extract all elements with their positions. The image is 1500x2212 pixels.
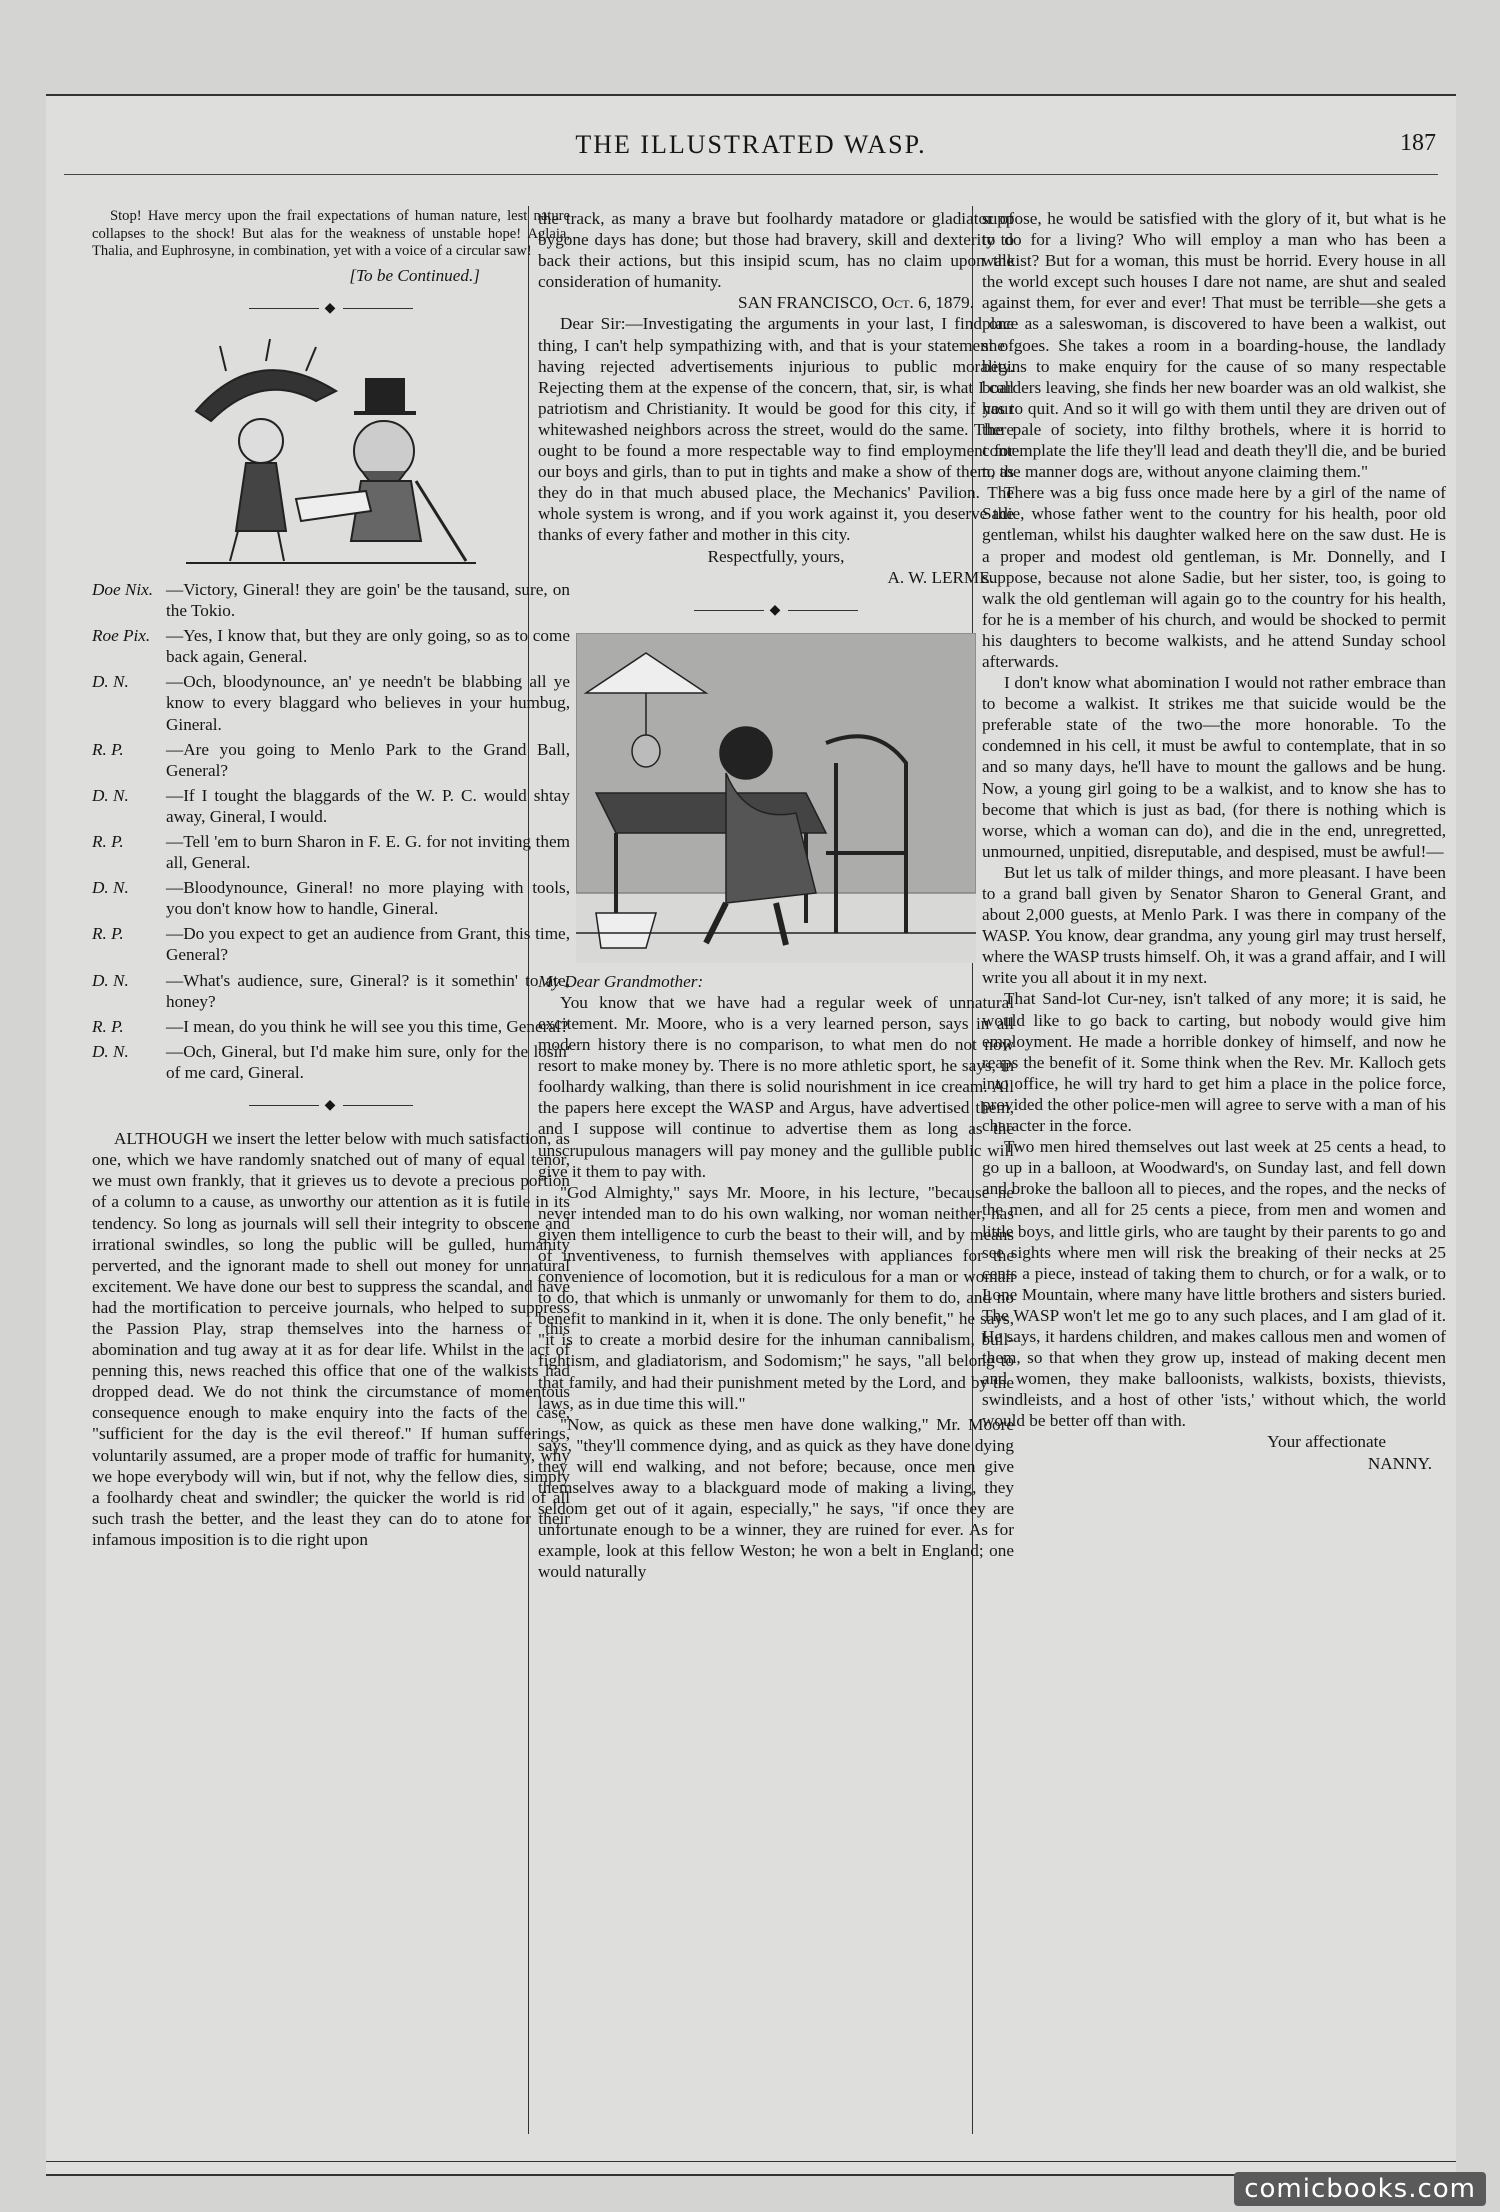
dialogue-line — [92, 739, 570, 781]
page-header — [46, 126, 1456, 170]
speaker: Roe Pix. — [92, 626, 151, 646]
girl-at-desk-illustration — [576, 633, 976, 963]
line-text: —If I tought the blaggards of the W. P. C. would shtay away, Gineral, I would. — [166, 785, 570, 826]
continued-note: [To be Continued.] — [349, 265, 480, 285]
speaker: D. N. — [92, 672, 129, 692]
ornament-divider: ◆ — [538, 600, 1014, 621]
line-text: —What's audience, sure, Gineral? is it somethin' to ate, honey? — [166, 970, 570, 1011]
caricature-illustration — [166, 331, 496, 571]
line-text: —Do you expect to get an audience from Grant, this time, General? — [166, 924, 570, 965]
dialogue-line — [92, 1016, 570, 1037]
speaker: D. N. — [92, 785, 129, 805]
letter-paragraph: That Sand-lot Cur-ney, isn't talked of any more; it is said, he would like to go back to carting, but nobody would give him employment. He made a horrible donkey of himself, and now he reaps the benefit of it. Some think when the Rev. Mr. Kalloch gets into office, he will try hard to get him a place in the police force, provided the other police-men will agree to serve with a man of his character in the force. — [982, 989, 1446, 1136]
dialogue-line — [92, 831, 570, 873]
dialogue-line — [92, 970, 570, 1012]
speaker: D. N. — [92, 970, 129, 990]
speaker: Doe Nix. — [92, 579, 154, 599]
speaker: R. P. — [92, 739, 124, 759]
letter-signature: A. W. LERME. — [887, 567, 994, 587]
letter-closing: Respectfully, yours, — [707, 546, 845, 566]
header-rule — [64, 174, 1438, 175]
letter-paragraph: I don't know what abomination I would not rather embrace than to become a walkist. It strikes me that suicide would be the preferable state of the two—the more honorable. To the condemned in his cell, it must be awful to contemplate, that in so and so many days, he'll have to mount the gallows and be hung. Now, a young girl going to be a walkist, and to know she has to become that which is just as bad, (for there is nothing which is worse, which a woman can do), and die in the end, unregretted, unmourned, unpitied, disreputable, and despised, must be awful!— — [982, 673, 1446, 861]
dialogue-line — [92, 923, 570, 965]
letter-paragraph: But let us talk of milder things, and more pleasant. I have been to a grand ball given by Senator Sharon to General Grant, and about 2,000 guests, at Menlo Park. I was there in company of the WASP. You know, dear grandma, any young girl may trust herself, where the WASP trusts himself. Oh, it was a grand affair, and I will write you all about it in my next. — [982, 862, 1446, 988]
speaker: D. N. — [92, 1041, 129, 1061]
column-1 — [92, 208, 570, 1550]
letter-salutation: My Dear Grandmother: — [538, 971, 704, 991]
dialogue-line — [92, 785, 570, 827]
column-3 — [982, 208, 1446, 1474]
letter-paragraph: There was a big fuss once made here by a girl of the name of Sadie, whose father went to the country for his health, poor old gentleman, whilst his daughter walked here on the saw dust. He is a proper and modest old gentleman, is Mr. Donnelly, and I suppose, because not alone Sadie, but her sister, too, is going to walk the old gentleman will again go to the country for his health, for he is a member of his church, and would be shocked to permit his daughters to become walkists, and he attend Sunday school afterwards. — [982, 483, 1446, 671]
grandmother-letter-paragraph: "God Almighty," says Mr. Moore, in his lecture, "because he never intended man to do his own walking, nor woman neither, has given them intelligence to curb the beast to their will, and by means of inventiveness, to furnish themselves with appliances for the convenience of locomotion, but it is rediculous for a man or woman to do, that which is unmanly or unwomanly for them to do, and no benefit to mankind in it, when it is done. The only benefit," he says, "it is to create a morbid desire for the inhuman cannibalism, bull-fightism, and gladiatorism, and Sodomism;" he says, "all belong to that family, and had their punishment meted by the Lord, and by the laws, as in due time this will." — [538, 1182, 1014, 1413]
intro-paragraph: Stop! Have mercy upon the frail expectations of human nature, lest nature collapses to the shock! But alas for the weakness of unstable hope! Aglaia, Thalia, and Euphrosyne, in combination, yet with a voice of a circular saw! — [92, 208, 570, 260]
grandmother-letter-paragraph: "Now, as quick as these men have done walking," Mr. Moore says, "they'll commence dying, and as quick as they have done dying they will end walking, and not before; because, once men give themselves away to a blackguard mode of making a living, they seldom get out of it again, especially," he says, "if once they are unfortunate enough to be a winner, they are ruined for ever. As for example, look at this fellow Weston; he won a belt in England; one would naturally — [538, 1414, 1014, 1582]
grandmother-letter-paragraph: You know that we have had a regular week of unnatural excitement. Mr. Moore, who is a very learned person, says in all modern history there is no comparison, to what men do not now resort to make money by. There is no more athletic sport, he says, in foolhardy walking, than there is solid nourishment in ice cream. All the papers here except the WASP and Argus, have advertised them, and I suppose will continue to advertise them as long as the unscrupulous managers will pay money and the gullible public will give it them to pay with. — [538, 992, 1014, 1181]
letter-paragraph: Two men hired themselves out last week at 25 cents a head, to go up in a balloon, at Woodward's, on Sunday last, and fell down and broke the balloon all to pieces, and the ropes, and the necks of the men, and all for 25 cents a piece, from men and women and little boys, and little girls, who are taught by their parents to go and see sights where men will risk the breaking of their necks at 25 cents a piece, instead of taking them to church, or for a walk, or to Lone Mountain, where many have little brothers and sisters buried. The WASP won't let me go to any such places, and I am glad of it. He says, it hardens children, and makes callous men and women of them, so that when they grow up, instead of making decent men and women, they make balloonists, walkists, boxists, thievists, swindleists, and a host of other 'ists,' without which, the world would be better off than with. — [982, 1137, 1446, 1431]
letter-closing: Your affectionate — [1267, 1432, 1386, 1452]
dialogue-line — [92, 671, 570, 734]
footer-rule — [46, 2161, 1456, 2162]
letter-signature: NANNY. — [1367, 1453, 1432, 1473]
letter-body: Dear Sir:—Investigating the arguments in your last, I find one thing, I can't help sympathizing with, and that is your statement of having rejected advertisements injurious to public morality. Rejecting them at the expense of the concern, that, sir, is what I call patriotism and Christianity. It would be good for this city, if your whitewashed neighbors across the street, would do the same. There ought to be found a more respectable way to find employment for our boys and girls, than to put in tights and make a show of them, as they do in that much abused place, the Mechanics' Pavilion. The whole system is wrong, and if you work against it, you deserve the thanks of every father and mother in this city. — [538, 314, 1014, 545]
letter-dateline: SAN FRANCISCO, Oct. 6, 1879. — [738, 293, 974, 313]
ornament-divider: ◆ — [92, 1095, 570, 1116]
dialogue-line — [92, 877, 570, 919]
dialogue-line — [92, 625, 570, 667]
line-text: —I mean, do you think he will see you this time, General? — [166, 1016, 569, 1036]
speaker: R. P. — [92, 832, 124, 851]
line-text: —Yes, I know that, but they are only going, so as to come back again, General. — [166, 626, 570, 667]
line-text: —Victory, Gineral! they are goin' be the tausand, sure, on the Tokio. — [166, 579, 570, 621]
page-number: 187 — [1400, 130, 1436, 156]
line-text: —Are you going to Menlo Park to the Grand Ball, General? — [166, 739, 570, 780]
speaker: R. P. — [92, 1016, 124, 1036]
editorial-continuation: the track, as many a brave but foolhardy matadore or gladiator of bygone days has done; but those had bravery, skill and dexterity to back their actions, but this insipid scum, has no claim upon the consideration of humanity. — [538, 209, 1014, 292]
newspaper-page — [46, 94, 1456, 2176]
column-2 — [538, 208, 1014, 1583]
masthead-title: THE ILLUSTRATED WASP. — [575, 130, 927, 159]
speaker: R. P. — [92, 924, 124, 944]
ornament-divider: ◆ — [92, 298, 570, 319]
dialogue-line — [92, 579, 570, 621]
line-text: —Bloodynounce, Gineral! no more playing with tools, you don't know how to handle, Gineral. — [166, 878, 570, 919]
editorial-paragraph: ALTHOUGH we insert the letter below with much satisfaction, as one, which we have randomly snatched out of many of equal tenor, we must own frankly, that it grieves us to devote a precious portion of a column to a cause, as unworthy our attention as it is futile in its tendency. So long as journals will sell their integrity to obscene and irrational swindles, so long the public will be gulled, humanity perverted, and the ignorant made to shell out money for unnatural excitement. We have done our best to suppress the scandal, and have had the mortification to perceive journals, who helped to suppress the Passion Play, strap themselves into the harness of this abomination and tug away at it as for dear life. Whilst in the act of penning this, news reached this office that one of the walkists had dropped dead. We do not think the circumstance of momentous consequence enough to make enquiry into the facts of the case, "sufficient for the day is the evil thereof." If human sufferings, voluntarily assumed, are a proper mode of traffic for humanity, why we hope everybody will win, but if not, why the fellow dies, simply a foolhardy cheat and swindler; the quicker the world is rid of all such trash the better, and the least they can do to atone for their infamous imposition is to die right upon — [92, 1129, 570, 1549]
line-text: —Och, Gineral, but I'd make him sure, only for the losin' of me card, Gineral. — [166, 1041, 570, 1082]
watermark: comicbooks.com — [1234, 2172, 1486, 2206]
line-text: —Tell 'em to burn Sharon in F. E. G. for not inviting them all, General. — [166, 832, 570, 873]
dialogue-line — [92, 1041, 570, 1083]
letter-paragraph: suppose, he would be satisfied with the glory of it, but what is he to do for a living? Who will employ a man who has been a walkist? But for a woman, this must be horrid. Every house in all the world except such houses I dare not name, are shut and sealed against them, for ever and ever! That must be terrible—she gets a place as a saleswoman, is discovered to have been a walkist, out she goes. She takes a room in a boarding-house, the landlady begins to make enquiry for the cause of so many respectable boarders leaving, she finds her new boarder was an old walkist, she has to quit. And so it will go with them until they are driven out of the pale of society, into filthy brothels, where it is horrid to contemplate the life they'll lead and death they'll die, and be buried to the manner dogs are, without anyone claiming them." — [982, 209, 1446, 482]
line-text: —Och, bloodynounce, an' ye needn't be blabbing all ye know to every blaggard who believes in your humbug, Gineral. — [166, 672, 570, 734]
speaker: D. N. — [92, 878, 129, 898]
dialogue-list — [92, 579, 570, 1083]
